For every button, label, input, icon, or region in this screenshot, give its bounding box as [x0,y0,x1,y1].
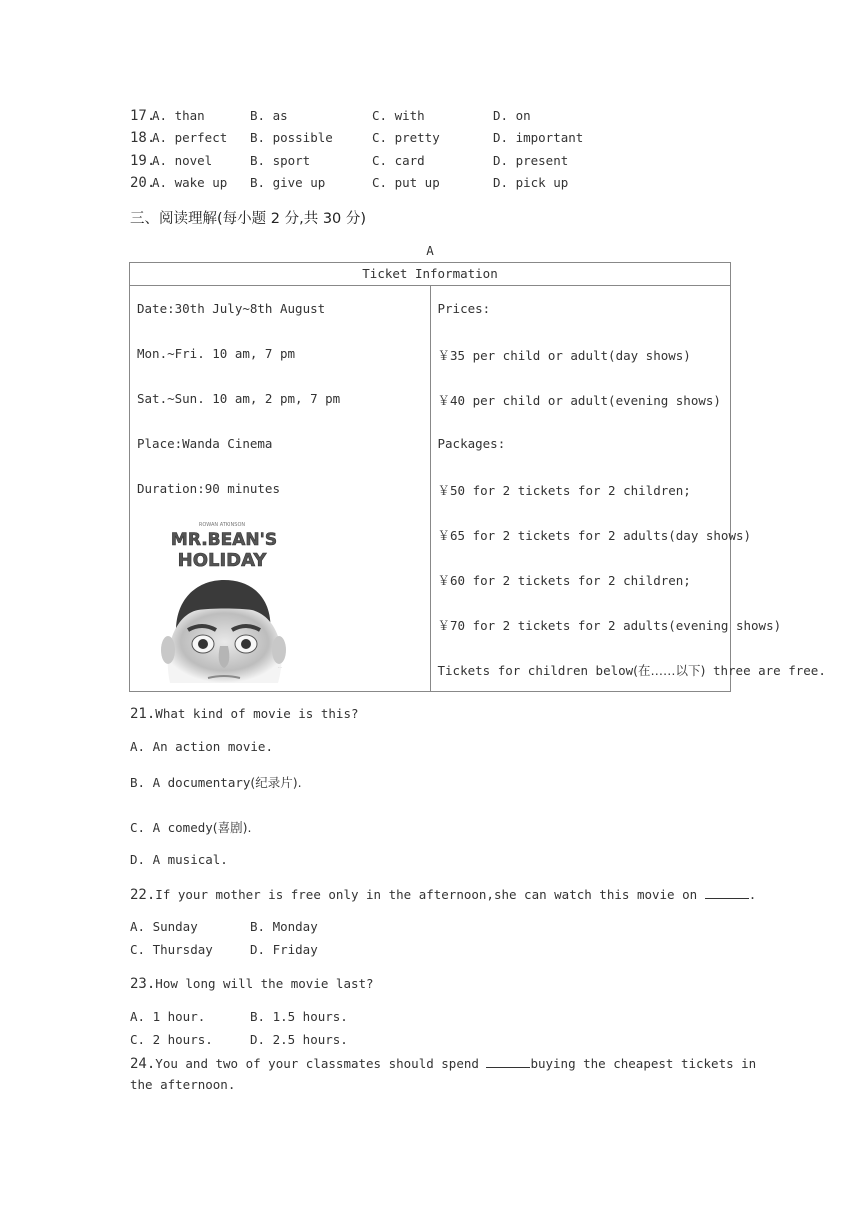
question-number: 18. [130,130,156,146]
question-number: 22. [130,887,156,903]
question-23 [130,976,374,992]
question-number: 19. [130,153,156,169]
question-text-post: buying the cheapest tickets in [530,1056,757,1071]
question-text: How long will the movie last? [155,976,374,991]
option-b: B. possible [250,130,333,145]
question-21 [130,706,359,722]
package-adults-evening: ￥70 for 2 tickets for 2 adults(evening shows) [437,618,782,633]
weekend-times: Sat.~Sun. 10 am, 2 pm, 7 pm [137,391,341,406]
svg-text:…: … [278,664,282,669]
option-d: D. on [493,108,531,123]
option-c: C. pretty [372,130,440,145]
q21-option-a: A. An action movie. [130,739,273,754]
q22-option-a: A. Sunday [130,919,198,934]
ticket-info-table [129,262,826,692]
option-d: D. important [493,130,584,145]
question-number: 21. [130,706,156,722]
passage-label: A [426,243,434,258]
package-children-day: ￥50 for 2 tickets for 2 children; [437,483,691,498]
price-evening-shows: ￥40 per child or adult(evening shows) [437,393,721,408]
option-a: A. wake up [152,175,228,190]
option-text: C. A comedy [130,820,213,835]
free-note-pre: Tickets for children below [437,663,634,678]
q21-option-d: D. A musical. [130,852,228,867]
q22-option-c: C. Thursday [130,942,213,957]
poster-actor-text: ROWAN ATKINSON [198,522,246,528]
option-text: B. A documentary [130,775,251,790]
q21-option-c [130,818,252,836]
ticket-prices-cell [430,286,826,692]
question-text: What kind of movie is this? [155,706,359,721]
question-number: 23. [130,976,156,992]
answer-blank [486,1055,530,1068]
option-b: B. as [250,108,288,123]
q23-option-a: A. 1 hour. [130,1009,206,1024]
movie-duration: Duration:90 minutes [137,481,280,496]
option-d: D. pick up [493,175,569,190]
option-b: B. give up [250,175,326,190]
show-dates: Date:30th July~8th August [137,301,326,316]
q23-option-b: B. 1.5 hours. [250,1009,348,1024]
q23-option-d: D. 2.5 hours. [250,1032,348,1047]
price-day-shows: ￥35 per child or adult(day shows) [437,348,691,363]
option-row-20 [130,173,730,193]
option-chinese: (纪录片). [250,775,302,790]
poster-title-line1: MR.BEAN'S [170,530,278,550]
movie-poster [158,518,293,683]
option-chinese: (喜剧). [212,820,252,835]
option-d: D. present [493,153,569,168]
mr-bean-poster-image [158,518,293,683]
package-adults-day: ￥65 for 2 tickets for 2 adults(day shows) [437,528,752,543]
q22-option-b: B. Monday [250,919,318,934]
free-tickets-note [438,661,826,679]
question-24 [130,1055,756,1072]
free-note-post: three are free. [705,663,826,678]
cinema-place: Place:Wanda Cinema [137,436,273,451]
free-note-chinese: (在……以下) [633,663,706,678]
question-number: 17. [130,108,156,124]
prices-label: Prices: [437,301,491,316]
question-number: 24. [130,1056,156,1072]
poster-title-line2: HOLIDAY [177,550,267,571]
table-header: Ticket Information [130,263,731,286]
option-row-17 [130,106,730,126]
question-text-pre: You and two of your classmates should spend [155,1056,479,1071]
option-a: A. perfect [152,130,228,145]
option-a: A. than [152,108,205,123]
q23-option-c: C. 2 hours. [130,1032,213,1047]
question-number: 20. [130,175,156,191]
question-24-line2: the afternoon. [130,1077,236,1092]
q21-option-b [130,773,302,791]
option-c: C. card [372,153,425,168]
packages-label: Packages: [437,436,506,451]
section-title: 三、阅读理解(每小题 2 分,共 30 分) [130,211,367,227]
question-end: . [748,887,757,902]
option-c: C. with [372,108,425,123]
option-c: C. put up [372,175,440,190]
answer-blank [705,886,749,899]
option-row-19 [130,151,730,171]
question-22 [130,886,756,903]
option-a: A. novel [152,153,213,168]
package-children-evening: ￥60 for 2 tickets for 2 children; [437,573,691,588]
option-b: B. sport [250,153,311,168]
option-row-18 [130,128,730,148]
ticket-details-cell [130,286,431,692]
weekday-times: Mon.~Fri. 10 am, 7 pm [137,346,296,361]
question-text: If your mother is free only in the afternoon,she can watch this movie on [155,887,698,902]
q22-option-d: D. Friday [250,942,318,957]
